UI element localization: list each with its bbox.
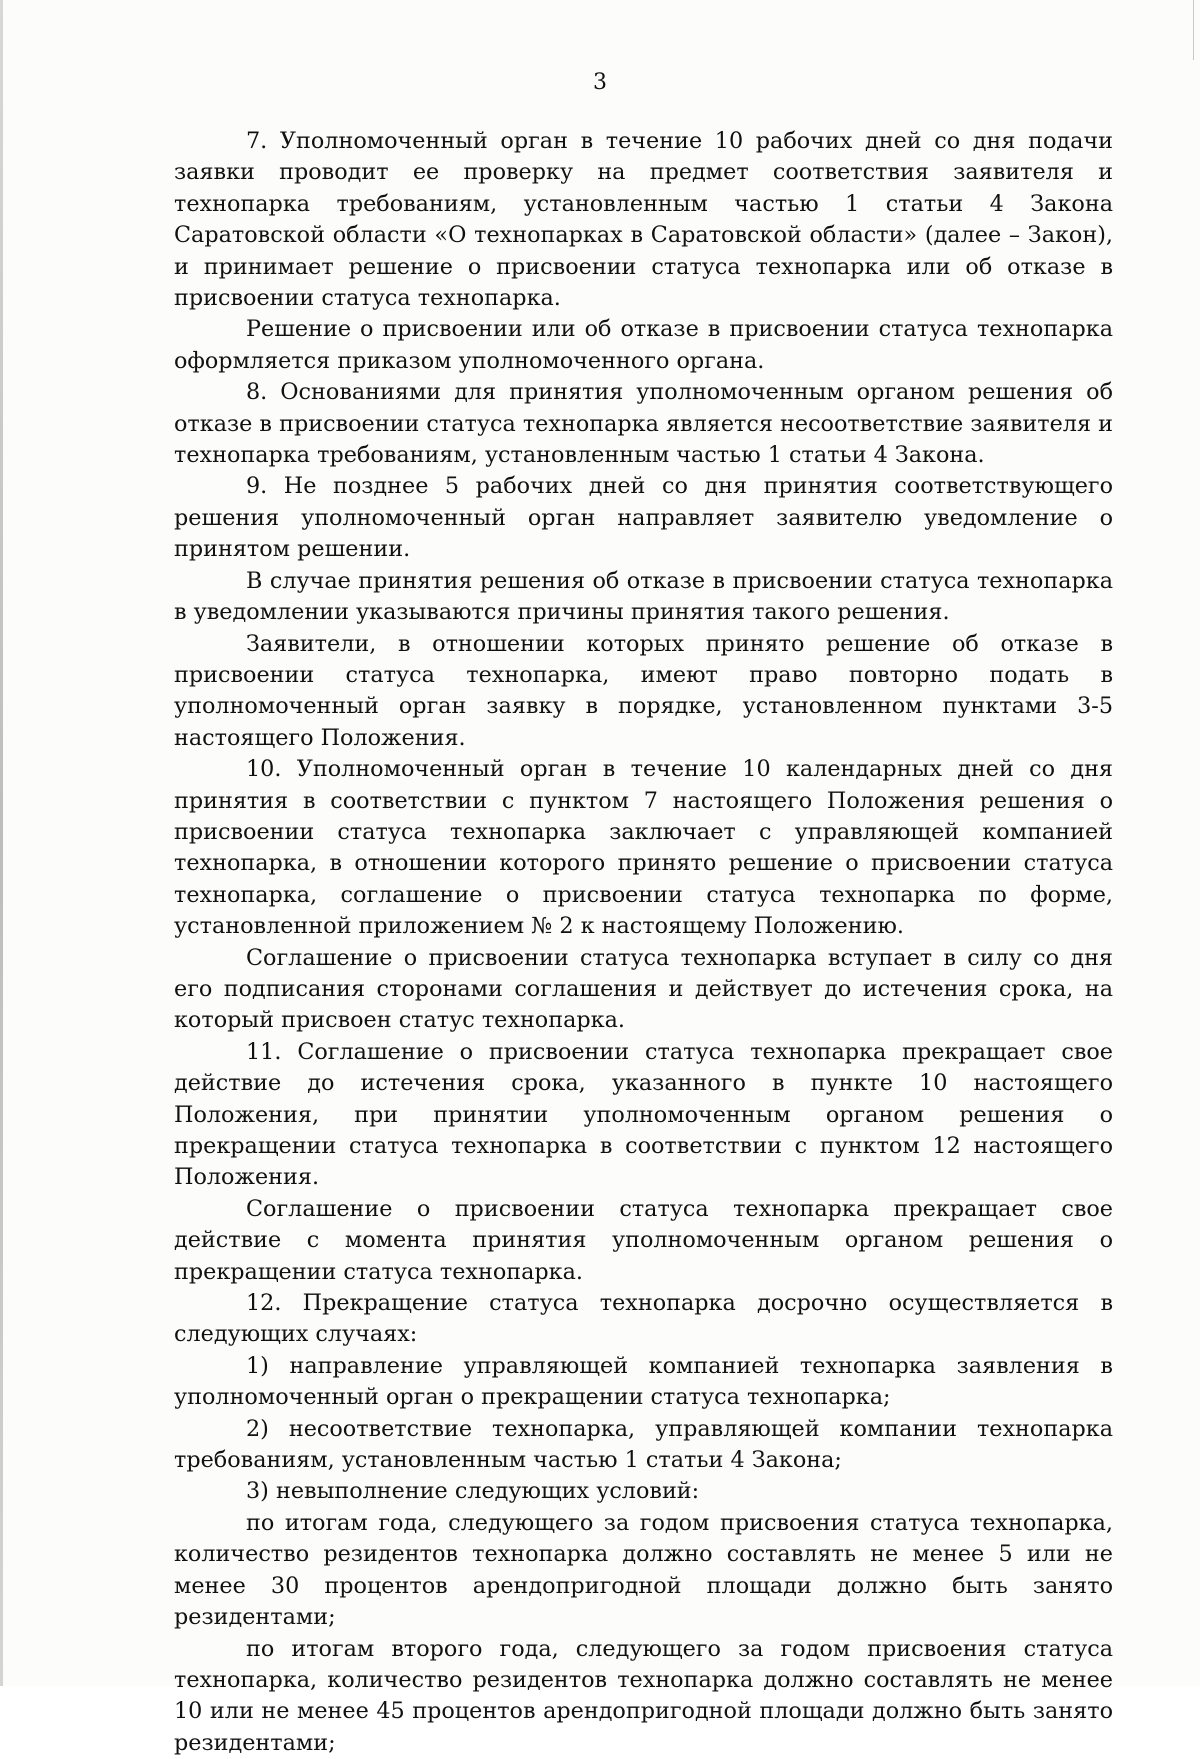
paragraph-item-10: 10. Уполномоченный орган в течение 10 календарных дней со дня принятия в соответствии с пунктом 7 настоящего Положения решения о присвоении статуса технопарка заключает с управляющей компанией технопарка, в отношении которого принято решение о присвоении статуса технопарка, соглашение о присвоении статуса технопарка по форме, установленной приложением № 2 к настоящему Положению. <box>174 754 1113 942</box>
page-number: 3 <box>0 70 1200 95</box>
list-item-1: 1) направление управляющей компанией технопарка заявления в уполномоченный орган о прекращении статуса технопарка; <box>174 1351 1113 1414</box>
paragraph-agreement-effect: Соглашение о присвоении статуса технопарка вступает в силу со дня его подписания сторонами соглашения и действует до истечения срока, на который присвоен статус технопарка. <box>174 943 1113 1037</box>
paragraph-decision-order: Решение о присвоении или об отказе в присвоении статуса технопарка оформляется приказом уполномоченного органа. <box>174 314 1113 377</box>
condition-second-year: по итогам второго года, следующего за годом присвоения статуса технопарка, количество резидентов технопарка должно составлять не менее 10 или не менее 45 процентов арендопригодной площади должно быть занято резидентами; <box>174 1634 1113 1759</box>
paragraph-agreement-termination: Соглашение о присвоении статуса технопарка прекращает свое действие с момента принятия уполномоченным органом решения о прекращении статуса технопарка. <box>174 1194 1113 1288</box>
paragraph-item-12: 12. Прекращение статуса технопарка досрочно осуществляется в следующих случаях: <box>174 1288 1113 1351</box>
paragraph-item-8: 8. Основаниями для принятия уполномоченным органом решения об отказе в присвоении статуса технопарка является несоответствие заявителя и технопарка требованиям, установленным частью 1 статьи 4 Закона. <box>174 377 1113 471</box>
paragraph-item-7: 7. Уполномоченный орган в течение 10 рабочих дней со дня подачи заявки проводит ее проверку на предмет соответствия заявителя и технопарка требованиям, установленным частью 1 статьи 4 Закона Саратовской области «О технопарках в Саратовской области» (далее – Закон), и принимает решение о присвоении статуса технопарка или об отказе в присвоении статуса технопарка. <box>174 126 1113 314</box>
paragraph-reapply: Заявители, в отношении которых принято решение об отказе в присвоении статуса технопарка, имеют право повторно подать в уполномоченный орган заявку в порядке, установленном пунктами 3-5 настоящего Положения. <box>174 629 1113 755</box>
paragraph-item-9: 9. Не позднее 5 рабочих дней со дня принятия соответствующего решения уполномоченный орган направляет заявителю уведомление о принятом решении. <box>174 471 1113 565</box>
document-body <box>174 126 1113 1759</box>
paragraph-item-11: 11. Соглашение о присвоении статуса технопарка прекращает свое действие до истечения срока, указанного в пункте 10 настоящего Положения, при принятии уполномоченным органом решения о прекращении статуса технопарка в соответствии с пунктом 12 настоящего Положения. <box>174 1037 1113 1194</box>
paragraph-refusal-reasons: В случае принятия решения об отказе в присвоении статуса технопарка в уведомлении указываются причины принятия такого решения. <box>174 566 1113 629</box>
list-item-2: 2) несоответствие технопарка, управляющей компании технопарка требованиям, установленным частью 1 статьи 4 Закона; <box>174 1414 1113 1477</box>
list-item-3: 3) невыполнение следующих условий: <box>174 1476 1113 1507</box>
scan-edge <box>1193 0 1194 60</box>
condition-first-year: по итогам года, следующего за годом присвоения статуса технопарка, количество резидентов технопарка должно составлять не менее 5 или не менее 30 процентов арендопригодной площади должно быть занято резидентами; <box>174 1508 1113 1634</box>
scan-edge <box>0 0 3 1686</box>
